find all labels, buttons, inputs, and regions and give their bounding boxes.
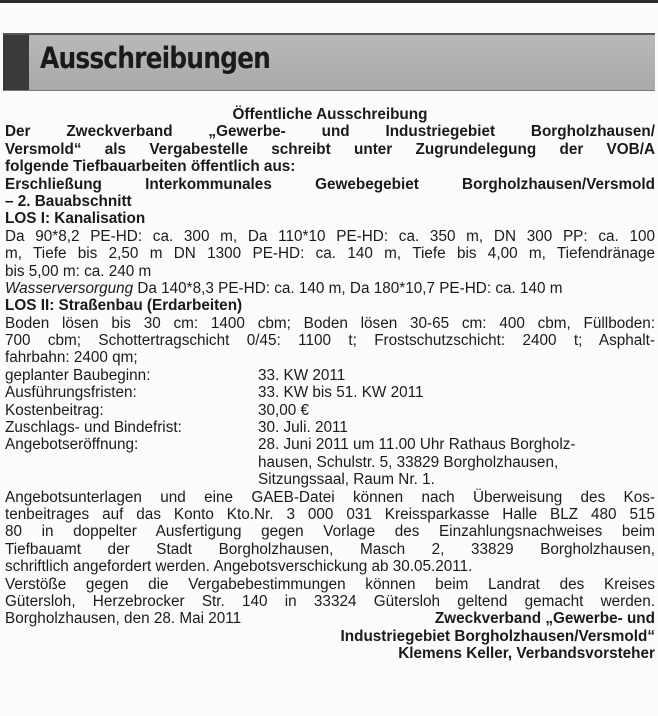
- header-accent-block: [3, 35, 29, 90]
- section-header-bar: [3, 33, 655, 91]
- detail-label: geplanter Baubeginn:: [5, 366, 151, 384]
- intro-line: Versmold“ als Vergabestelle schreibt unter Zugrundelegung der VOB/A: [5, 140, 655, 158]
- lot-1-line: Da 90*8,2 PE-HD: ca. 300 m, Da 110*10 PE-HD: ca. 350 m, DN 300 PP: ca. 100: [5, 227, 655, 245]
- intro-line: folgende Tiefbauarbeiten öffentlich aus:: [5, 158, 296, 176]
- signature-line: Zweckverband „Gewerbe- und: [434, 610, 655, 628]
- detail-row: [5, 419, 655, 436]
- documents-line: Tiefbauamt der Stadt Borgholzhausen, Masch 2, 33829 Borgholzhausen,: [5, 540, 655, 558]
- project-phase: – 2. Bauabschnitt: [5, 192, 132, 210]
- detail-label: Angebotseröffnung:: [5, 436, 139, 454]
- lot-2-line: 700 cbm; Schottertragschicht 0/45: 1100 t; Frostschutzschicht: 2400 t; Asphalt-: [5, 332, 655, 350]
- lot-1-line: bis 5,00 m: ca. 240 m: [5, 262, 152, 280]
- detail-row: [5, 384, 655, 401]
- detail-value: 33. KW 2011: [258, 366, 346, 384]
- violations-line: Verstöße gegen die Vergabebestimmungen können beim Landrat des Kreises: [5, 575, 655, 593]
- detail-label: Ausführungsfristen:: [5, 384, 137, 402]
- signature-line: Klemens Keller, Verbandsvorsteher: [398, 645, 655, 663]
- lot-1-line: m, Tiefe bis 2,50 m DN 1300 PE-HD: ca. 140 m, Tiefe bis 4,00 m, Tiefendränage: [5, 245, 655, 263]
- documents-line: tenbeitrages auf das Konto Kto.Nr. 3 000 031 Kreissparkasse Halle BLZ 480 515: [5, 505, 655, 523]
- closing-row: [5, 610, 655, 627]
- signature-line: Industriegebiet Borgholzhausen/Versmold“: [340, 627, 655, 645]
- section-title: Ausschreibungen: [40, 41, 271, 75]
- documents-line: Angebotsunterlagen und eine GAEB-Datei können nach Überweisung des Kos-: [5, 488, 655, 506]
- detail-row: [5, 402, 655, 419]
- violations-line: Gütersloh, Herzebrocker Str. 140 in 33324 Gütersloh geltend gemacht werden.: [5, 592, 655, 610]
- opening-address-line: hausen, Schulstr. 5, 33829 Borgholzhausen,: [258, 453, 559, 471]
- detail-label: Kostenbeitrag:: [5, 401, 104, 419]
- lot-1-title: LOS I: Kanalisation: [5, 210, 146, 228]
- detail-value: 30. Juli. 2011: [258, 419, 348, 437]
- intro-line: Der Zweckverband „Gewerbe- und Industriegebiet Borgholzhausen/: [5, 123, 655, 141]
- detail-label: Zuschlags- und Bindefrist:: [5, 419, 182, 437]
- tender-notice: [5, 106, 655, 663]
- documents-line: 80 in doppelter Ausfertigung gegen Vorlage des Einzahlungsnachweises beim: [5, 523, 655, 541]
- page-top-rule: [0, 0, 658, 3]
- lot-2-line: fahrbahn: 2400 qm;: [5, 349, 138, 367]
- project-title: Erschließung Interkommunales Gewebegebiet Borgholzhausen/Versmold: [5, 175, 655, 193]
- detail-value: 30,00 €: [258, 401, 310, 419]
- lot-2-title: LOS II: Straßenbau (Erdarbeiten): [5, 297, 243, 315]
- documents-line: schriftlich angefordert werden. Angebotsverschickung ab 30.05.2011.: [5, 558, 473, 576]
- detail-value: 28. Juni 2011 um 11.00 Uhr Rathaus Borgholz-: [258, 436, 576, 454]
- water-supply-label: Wasserversorgung: [5, 279, 134, 297]
- detail-value: 33. KW bis 51. KW 2011: [258, 384, 424, 402]
- detail-row: [5, 436, 655, 453]
- opening-address-line: Sitzungssaal, Raum Nr. 1.: [258, 471, 435, 489]
- notice-heading: Öffentliche Ausschreibung: [232, 106, 428, 123]
- detail-row: [5, 367, 655, 384]
- place-date: Borgholzhausen, den 28. Mai 2011: [5, 610, 242, 628]
- water-supply-line: [5, 280, 655, 297]
- lot-2-line: Boden lösen bis 30 cm: 1400 cbm; Boden lösen 30-65 cm: 400 cbm, Füllboden:: [5, 314, 655, 332]
- water-supply-text: Da 140*8,3 PE-HD: ca. 140 m, Da 180*10,7 PE-HD: ca. 140 m: [133, 279, 563, 297]
